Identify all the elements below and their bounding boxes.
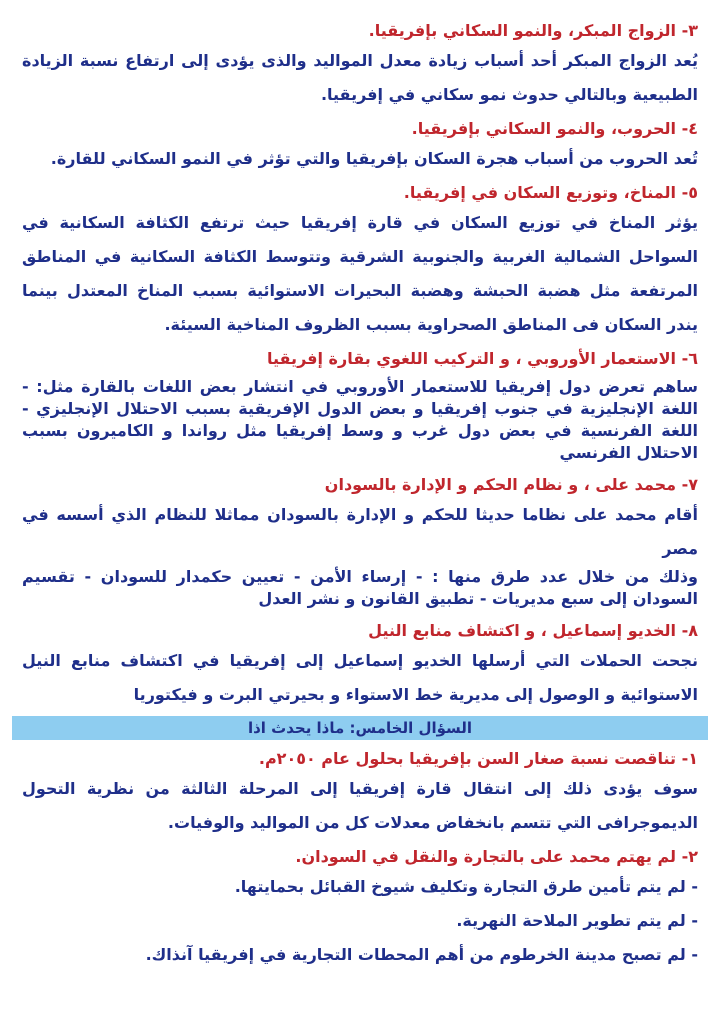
heading-colonialism: ٦- الاستعمار الأوروبي ، و التركيب اللغوي بقارة إفريقيا [267,349,698,368]
heading-climate: ٥- المناخ، وتوزيع السكان في إفريقيا. [403,183,698,202]
paragraph-khedive-ismail: نجحت الحملات التي أرسلها الخديو إسماعيل إلى إفريقيا في اكتشاف منابع النيل الاستوائية و الوصول إلى مديرية خط الاستواء و بحيرتي البرت و فيكتوريا [22,651,698,704]
paragraph-climate: يؤثر المناخ في توزيع السكان في قارة إفريقيا حيث ترتفع الكثافة السكانية في السواحل الشمالية الغربية والجنوبية الشرقية وتتوسط الكثافة السكانية في المناطق المرتفعة مثل هضبة الحبشة وهضبة البحيرات الاستوائية بسبب المناخ المعتدل بينما يندر السكان فى المناطق الصحراوية بسبب الظروف المناخية السيئة. [22,213,698,334]
paragraph-colonialism: ساهم تعرض دول إفريقيا للاستعمار الأوروبي في انتشار بعض اللغات بالقارة مثل: - اللغة الإنجليزية في جنوب إفريقيا و بعض الدول الإفريقية بسبب الاحتلال الإنجليزي - اللغة الفرنسية في بعض دول غرب و وسط إفريقيا مثل رواندا و الكاميرون بسبب الاحتلال الفرنسي [22,377,698,462]
paragraph-muhammad-ali-methods: وذلك من خلال عدد طرق منها : - إرساء الأمن - تعيين حكمدار للسودان - تقسيم السودان إلى سبع مديريات - تطبيق القانون و نشر العدل [22,567,698,608]
heading-wars: ٤- الحروب، والنمو السكاني بإفريقيا. [411,119,698,138]
heading-khedive-ismail: ٨- الخديو إسماعيل ، و اكتشاف منابع النيل [368,621,698,640]
bullet-trade-routes: - لم يتم تأمين طرق التجارة وتكليف شيوخ القبائل بحمايتها. [234,877,698,896]
heading-muhammad-ali-sudan: ٧- محمد على ، و نظام الحكم و الإدارة بالسودان [324,475,698,494]
heading-q5-young-ratio: ١- تناقصت نسبة صغار السن بإفريقيا بحلول عام ٢٠٥٠م. [258,749,698,768]
paragraph-muhammad-ali-system: أقام محمد على نظاما حديثا للحكم و الإدارة بالسودان مماثلا للنظام الذي أسسه في مصر [22,505,698,558]
section-banner: السؤال الخامس: ماذا يحدث اذا [12,716,708,740]
bullet-river-navigation: - لم يتم تطوير الملاحة النهرية. [456,911,698,930]
paragraph-wars: تُعد الحروب من أسباب هجرة السكان بإفريقيا والتي تؤثر في النمو السكاني للقارة. [50,149,698,168]
heading-early-marriage: ٣- الزواج المبكر، والنمو السكاني بإفريقيا. [368,21,698,40]
paragraph-q5-young-ratio: سوف يؤدى ذلك إلى انتقال قارة إفريقيا إلى المرحلة الثالثة من نظرية التحول الديموجرافى التي تتسم بانخفاض معدلات كل من المواليد والوفيات. [22,779,698,832]
paragraph-early-marriage: يُعد الزواج المبكر أحد أسباب زيادة معدل المواليد والذى يؤدى إلى ارتفاع نسبة الزيادة الطبيعية وبالتالي حدوث نمو سكاني في إفريقيا. [22,51,698,104]
bullet-khartoum: - لم تصبح مدينة الخرطوم من أهم المحطات التجارية في إفريقيا آنذاك. [145,945,698,964]
heading-q5-trade: ٢- لم يهتم محمد على بالتجارة والنقل في السودان. [295,847,698,866]
